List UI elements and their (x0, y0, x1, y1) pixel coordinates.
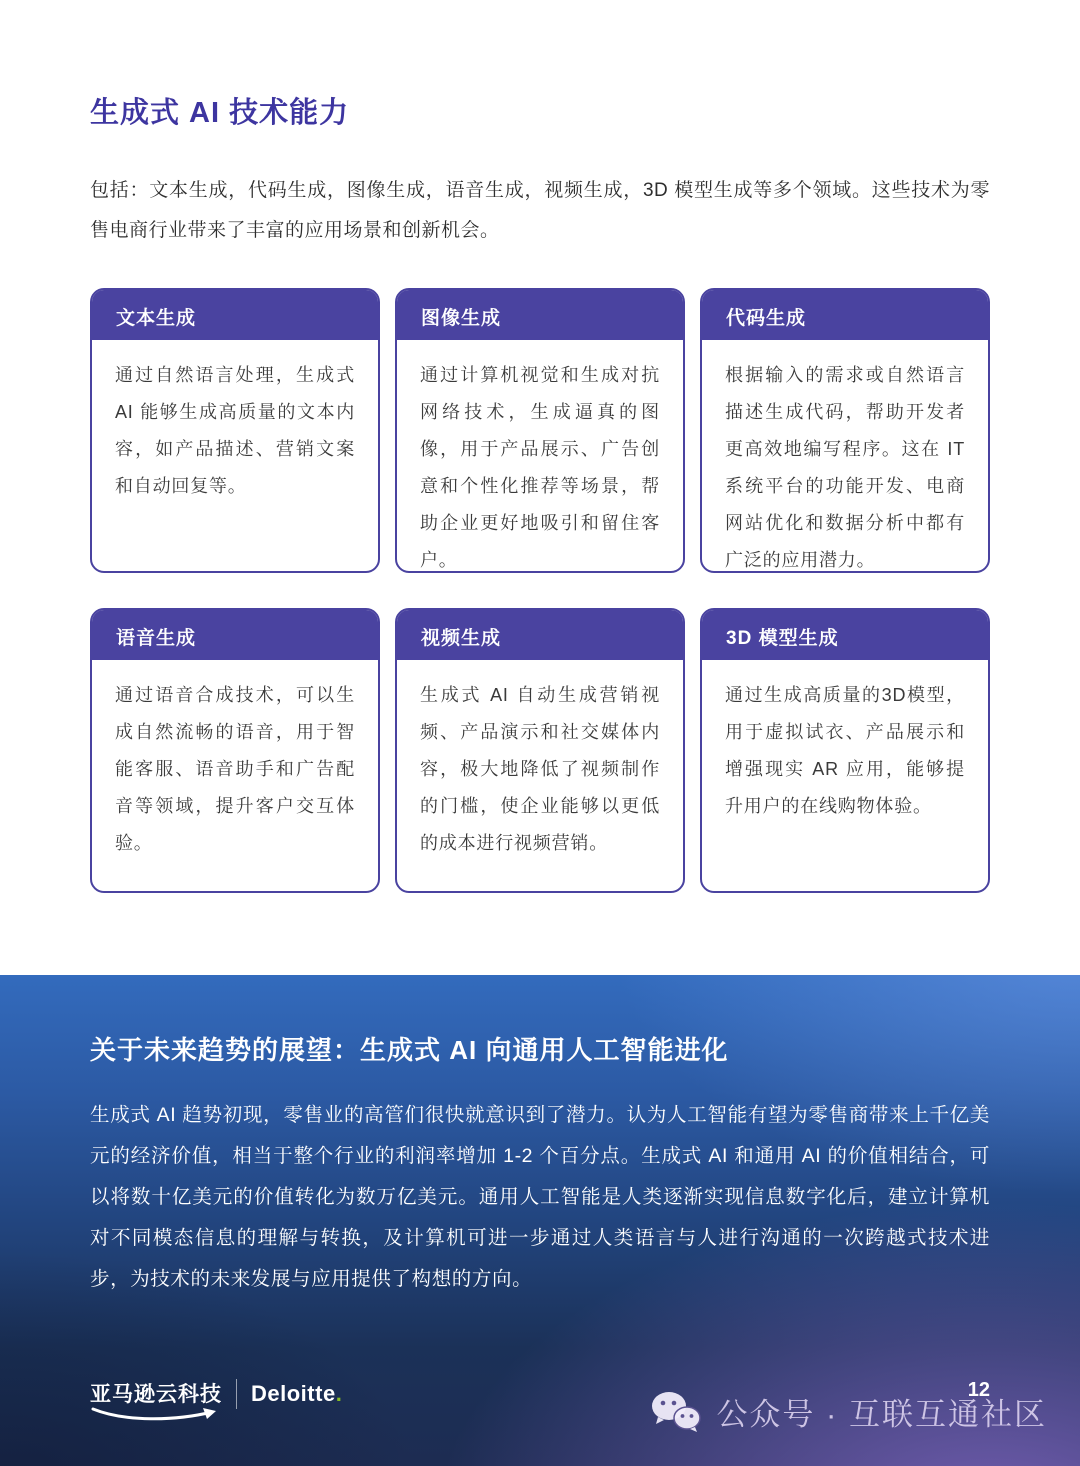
card-video-generation (395, 608, 685, 893)
card-body: 通过语音合成技术，可以生成自然流畅的语音，用于智能客服、语音助手和广告配音等领域，提升客户交互体验。 (115, 685, 355, 853)
amazon-cloud-logo (90, 1378, 222, 1420)
watermark-text: 公众号 · 互联互通社区 (716, 1397, 1047, 1432)
card-image-generation (395, 288, 685, 573)
card-body: 生成式 AI 自动生成营销视频、产品演示和社交媒体内容，极大地降低了视频制作的门槛，使企业能够以更低的成本进行视频营销。 (420, 685, 660, 853)
card-title: 语音生成 (92, 610, 378, 660)
page-title: 生成式 AI 技术能力 (90, 97, 350, 129)
deloitte-logo-text: Deloitte (251, 1381, 336, 1406)
main-content (90, 90, 990, 893)
card-body: 通过生成高质量的3D模型，用于虚拟试衣、产品展示和增强现实 AR 应用，能够提升用户的在线购物体验。 (725, 685, 965, 816)
card-body: 根据输入的需求或自然语言描述生成代码，帮助开发者更高效地编写程序。这在 IT 系统平台的功能开发、电商网站优化和数据分析中都有广泛的应用潜力。 (725, 365, 965, 570)
intro-paragraph: 包括：文本生成，代码生成，图像生成，语音生成，视频生成，3D 模型生成等多个领域。这些技术为零售电商行业带来了丰富的应用场景和创新机会。 (90, 180, 990, 241)
page-number: 12 (967, 1379, 990, 1401)
card-code-generation (700, 288, 990, 573)
card-title: 代码生成 (702, 290, 988, 340)
amazon-smile-arrow-icon (90, 1406, 220, 1422)
card-title: 文本生成 (92, 290, 378, 340)
outlook-heading: 关于未来趋势的展望：生成式 AI 向通用人工智能进化 (90, 1035, 729, 1065)
card-title: 视频生成 (397, 610, 683, 660)
future-outlook-section (0, 975, 1080, 1466)
deloitte-logo (251, 1381, 342, 1407)
card-3d-model-generation (700, 608, 990, 893)
card-text-generation (90, 288, 380, 573)
wechat-icon (650, 1391, 702, 1433)
outlook-paragraph: 生成式 AI 趋势初现，零售业的高管们很快就意识到了潜力。认为人工智能有望为零售商带来上千亿美元的经济价值，相当于整个行业的利润率增加 1-2 个百分点。生成式 AI 和通用 AI 的价值相结合，可以将数十亿美元的价值转化为数万亿美元。通用人工智能是人类逐渐实现信息数字化后，建立计算机对不同模态信息的理解与转换，及计算机可进一步通过人类语言与人进行沟通的一次跨越式技术进步，为技术的未来发展与应用提供了构想的方向。 (90, 1104, 990, 1290)
card-body: 通过自然语言处理，生成式 AI 能够生成高质量的文本内容，如产品描述、营销文案和自动回复等。 (115, 365, 355, 496)
brand-divider (236, 1379, 237, 1409)
card-voice-generation (90, 608, 380, 893)
deloitte-green-dot: . (335, 1381, 343, 1406)
amazon-cloud-logo-text: 亚马逊云科技 (90, 1383, 222, 1406)
footer-brand-logos (90, 1378, 342, 1420)
card-title: 图像生成 (397, 290, 683, 340)
card-body: 通过计算机视觉和生成对抗网络技术，生成逼真的图像，用于产品展示、广告创意和个性化推荐等场景，帮助企业更好地吸引和留住客户。 (420, 365, 660, 570)
outlook-content (90, 975, 990, 1300)
capability-cards-grid (90, 288, 990, 893)
card-title: 3D 模型生成 (702, 610, 988, 660)
